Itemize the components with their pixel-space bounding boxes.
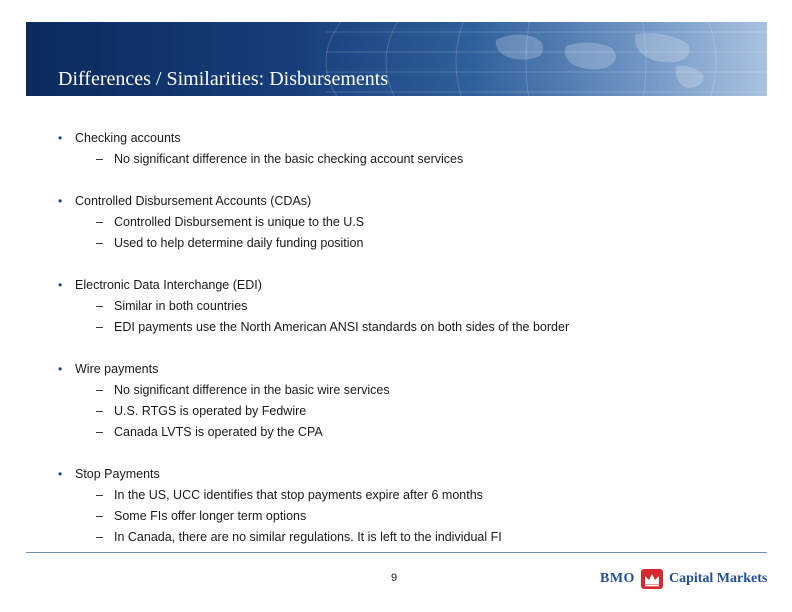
page-number: 9 — [390, 572, 398, 584]
list-item — [58, 359, 758, 443]
logo-bmo-text: BMO — [600, 571, 635, 586]
dash-icon: – — [96, 488, 103, 502]
sub-bullet-text: Used to help determine daily funding position — [114, 236, 364, 250]
bullet-text: Electronic Data Interchange (EDI) — [75, 278, 262, 292]
sub-bullet-text: Canada LVTS is operated by the CPA — [114, 425, 323, 439]
dash-icon: – — [96, 425, 103, 439]
sub-bullet-text: No significant difference in the basic checking account services — [114, 152, 464, 166]
footer-divider — [26, 552, 767, 553]
dash-icon: – — [96, 215, 103, 229]
bmo-capital-markets-logo — [600, 568, 767, 590]
dash-icon: – — [96, 530, 103, 544]
bullet-list — [58, 128, 758, 569]
dash-icon: – — [96, 383, 103, 397]
dash-icon: – — [96, 320, 103, 334]
list-item — [58, 191, 758, 254]
title-banner — [26, 22, 767, 96]
page-title: Differences / Similarities: Disbursements — [58, 68, 389, 90]
dash-icon: – — [96, 299, 103, 313]
dash-icon: – — [96, 152, 103, 166]
bullet-dot-icon: • — [58, 131, 63, 145]
sub-bullet-text: In the US, UCC identifies that stop payments expire after 6 months — [114, 488, 483, 502]
bullet-dot-icon: • — [58, 194, 63, 208]
bullet-text: Controlled Disbursement Accounts (CDAs) — [75, 194, 312, 208]
bullet-dot-icon: • — [58, 467, 63, 481]
bullet-text: Stop Payments — [75, 467, 160, 481]
sub-bullet-text: EDI payments use the North American ANSI standards on both sides of the border — [114, 320, 570, 334]
bullet-text: Checking accounts — [75, 131, 181, 145]
list-item — [58, 275, 758, 338]
sub-bullet-text: Controlled Disbursement is unique to the U.S — [114, 215, 365, 229]
dash-icon: – — [96, 404, 103, 418]
sub-bullet-text: In Canada, there are no similar regulations. It is left to the individual FI — [114, 530, 502, 544]
sub-bullet-text: U.S. RTGS is operated by Fedwire — [114, 404, 307, 418]
dash-icon: – — [96, 509, 103, 523]
bmo-roundel-icon — [641, 569, 663, 589]
dash-icon: – — [96, 236, 103, 250]
sub-bullet-text: Similar in both countries — [114, 299, 248, 313]
logo-capital-markets-text: Capital Markets — [668, 571, 768, 586]
bullet-dot-icon: • — [58, 278, 63, 292]
bullet-dot-icon: • — [58, 362, 63, 376]
sub-bullet-text: No significant difference in the basic wire services — [114, 383, 390, 397]
list-item — [58, 128, 758, 170]
sub-bullet-text: Some FIs offer longer term options — [114, 509, 307, 523]
bullet-text: Wire payments — [75, 362, 159, 376]
list-item — [58, 464, 758, 548]
